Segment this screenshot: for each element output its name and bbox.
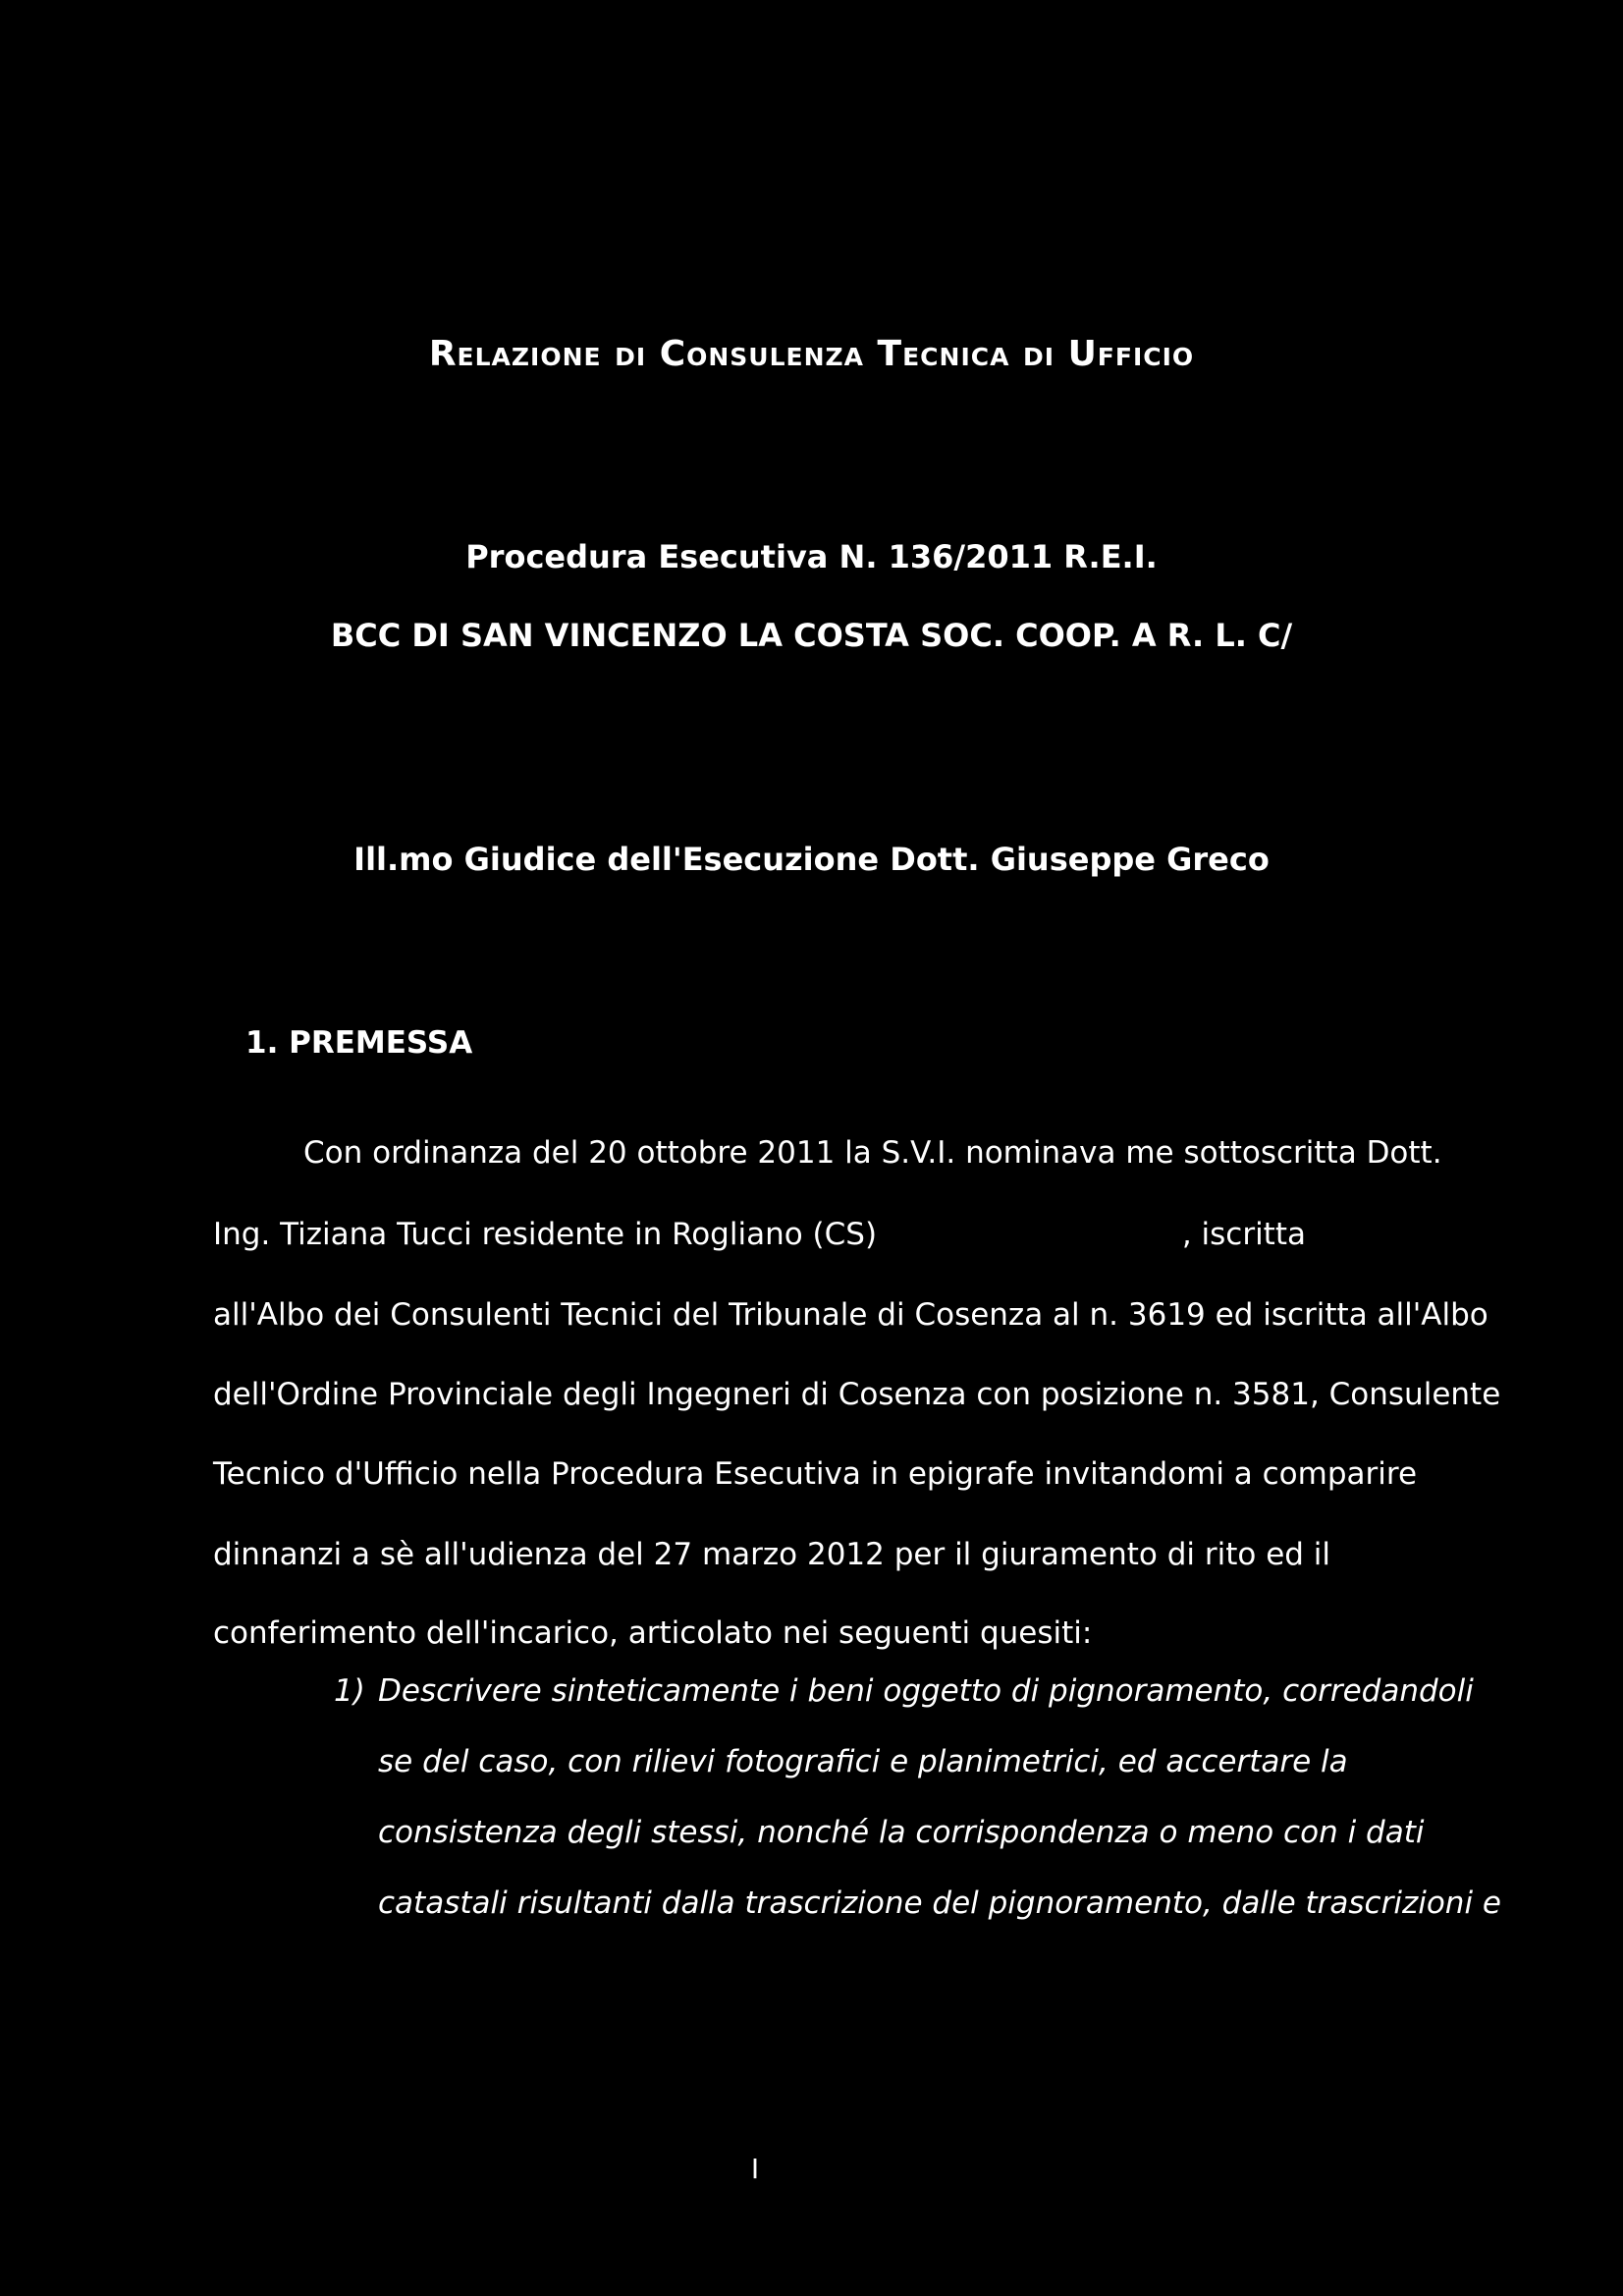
paragraph-line: dell'Ordine Provinciale degli Ingegneri di Cosenza con posizione n. 3581, Consulente (213, 1377, 1501, 1412)
paragraph-line-segment: Ing. Tiziana Tucci residente in Rogliano (CS) (213, 1217, 878, 1252)
document-title: Relazione di Consulenza Tecnica di Ufficio (428, 334, 1195, 374)
paragraph-line: all'Albo dei Consulenti Tecnici del Tribunale di Cosenza al n. 3619 ed iscritta all'Albo (213, 1297, 1488, 1333)
paragraph-line-segment: , iscritta (1181, 1217, 1306, 1252)
section-heading-premessa: 1. PREMESSA (245, 1025, 473, 1061)
question-number: 1) (334, 1673, 365, 1709)
paragraph-line: Tecnico d'Ufficio nella Procedura Esecutiva in epigrafe invitandomi a comparire (213, 1456, 1418, 1492)
procedure-number: Procedura Esecutiva N. 136/2011 R.E.I. (465, 538, 1158, 575)
page-number: I (750, 2153, 760, 2185)
judge-addressee: Ill.mo Giudice dell'Esecuzione Dott. Giuseppe Greco (353, 841, 1270, 878)
paragraph-line: dinnanzi a sè all'udienza del 27 marzo 2012 per il giuramento di rito ed il (213, 1537, 1331, 1572)
paragraph-line: conferimento dell'incarico, articolato nei seguenti quesiti: (213, 1615, 1093, 1651)
paragraph-line (213, 1217, 1306, 1252)
question-line: Descrivere sinteticamente i beni oggetto di pignoramento, corredandoli (378, 1673, 1474, 1709)
question-line: se del caso, con rilievi fotografici e planimetrici, ed accertare la (378, 1744, 1348, 1779)
question-line: consistenza degli stessi, nonché la corrispondenza o meno con i dati (378, 1815, 1425, 1850)
question-line: catastali risultanti dalla trascrizione del pignoramento, dalle trascrizioni e (378, 1886, 1501, 1921)
case-parties: BCC DI SAN VINCENZO LA COSTA SOC. COOP. A R. L. C/ (330, 617, 1293, 654)
paragraph-line: Con ordinanza del 20 ottobre 2011 la S.V.I. nominava me sottoscritta Dott. (303, 1135, 1442, 1171)
